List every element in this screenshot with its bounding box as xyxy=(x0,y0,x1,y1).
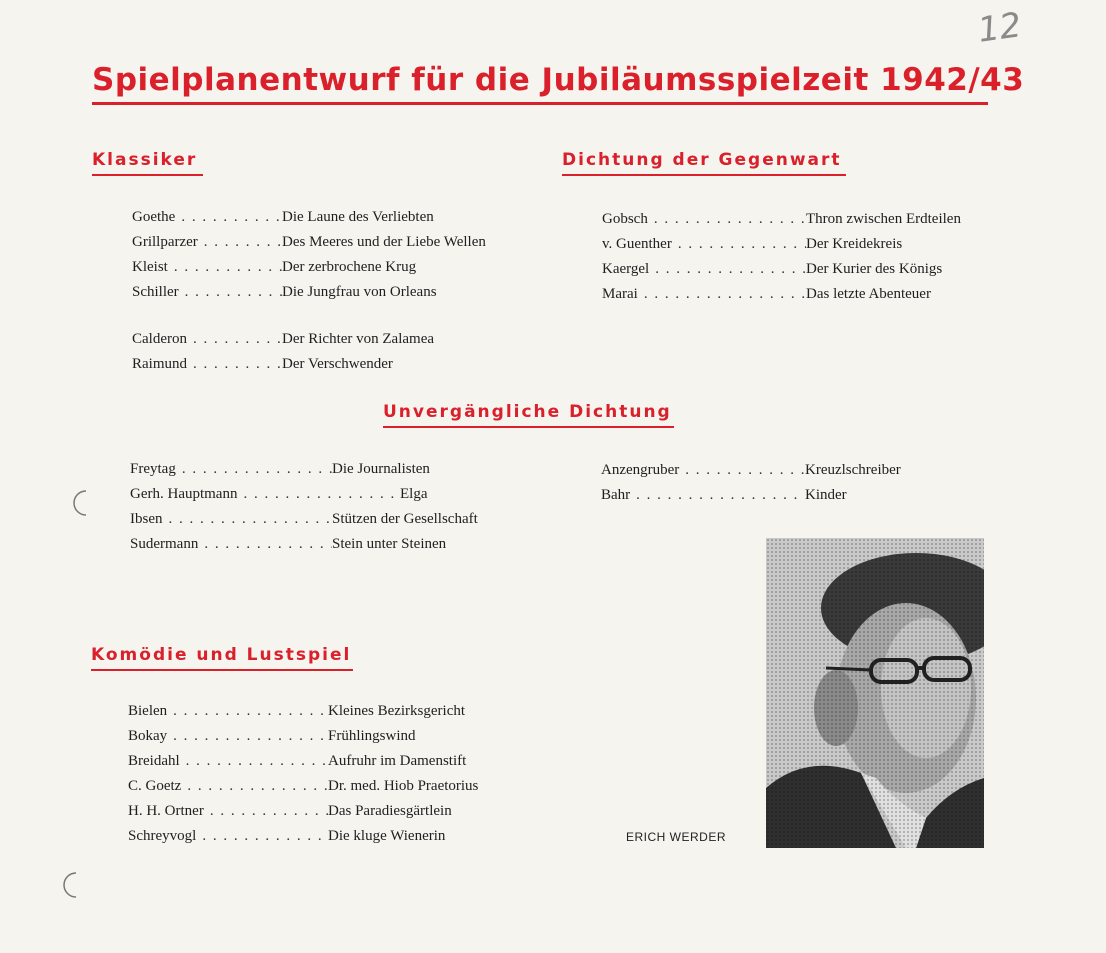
binder-hole-icon xyxy=(60,870,80,900)
list-item: Raimund . . . Der Verschwender xyxy=(132,352,522,377)
list-item: Kleist . . . Der zerbrochene Krug xyxy=(132,255,522,280)
list-item: Bielen . . . Kleines Bezirksgericht xyxy=(128,699,520,724)
list-item: Bahr . . . Kinder xyxy=(601,483,921,508)
list-item: Grillparzer . . . Des Meeres und der Liebe Wellen xyxy=(132,230,522,255)
list-item: Ibsen . . . Stützen der Gesellschaft xyxy=(130,507,520,532)
list-unvergaenglich-left xyxy=(130,457,520,557)
list-item: Schiller . . . Die Jungfrau von Orleans xyxy=(132,280,522,305)
list-komoedie xyxy=(128,699,520,849)
list-item: Marai . . . Das letzte Abenteuer xyxy=(602,282,990,307)
list-item: Schreyvogl . . . Die kluge Wienerin xyxy=(128,824,520,849)
list-item: Breidahl . . . Aufruhr im Damenstift xyxy=(128,749,520,774)
list-klassiker xyxy=(132,205,522,377)
list-item: Gobsch . . . Thron zwischen Erdteilen xyxy=(602,207,990,232)
list-item: v. Guenther . . . Der Kreidekreis xyxy=(602,232,990,257)
list-item: Kaergel . . . Der Kurier des Königs xyxy=(602,257,990,282)
heading-komoedie: Komödie und Lustspiel xyxy=(91,645,353,671)
page-title: Spielplanentwurf für die Jubiläumsspielzeit 1942/43 xyxy=(92,62,988,105)
binder-hole-icon xyxy=(70,488,90,518)
portrait-photo xyxy=(766,538,984,848)
list-item: C. Goetz . . . Dr. med. Hiob Praetorius xyxy=(128,774,520,799)
list-item: Calderon . . . Der Richter von Zalamea xyxy=(132,327,522,352)
photo-caption: ERICH WERDER xyxy=(626,830,727,844)
list-item: Sudermann . . . Stein unter Steinen xyxy=(130,532,520,557)
heading-unvergaenglich: Unvergängliche Dichtung xyxy=(383,402,674,428)
list-item: H. H. Ortner . . . Das Paradiesgärtlein xyxy=(128,799,520,824)
list-item: Goethe . . . Die Laune des Verliebten xyxy=(132,205,522,230)
list-unvergaenglich-right xyxy=(601,458,921,508)
list-item: Bokay . . . Frühlingswind xyxy=(128,724,520,749)
list-gegenwart xyxy=(602,207,990,307)
portrait-illustration xyxy=(766,538,984,848)
list-item: Gerh. Hauptmann . . . Elga xyxy=(130,482,520,507)
page-number: 12 xyxy=(975,5,1024,51)
heading-gegenwart: Dichtung der Gegenwart xyxy=(562,150,846,176)
list-item: Anzengruber . . . Kreuzlschreiber xyxy=(601,458,921,483)
list-item: Freytag . . . Die Journalisten xyxy=(130,457,520,482)
heading-klassiker: Klassiker xyxy=(92,150,203,176)
